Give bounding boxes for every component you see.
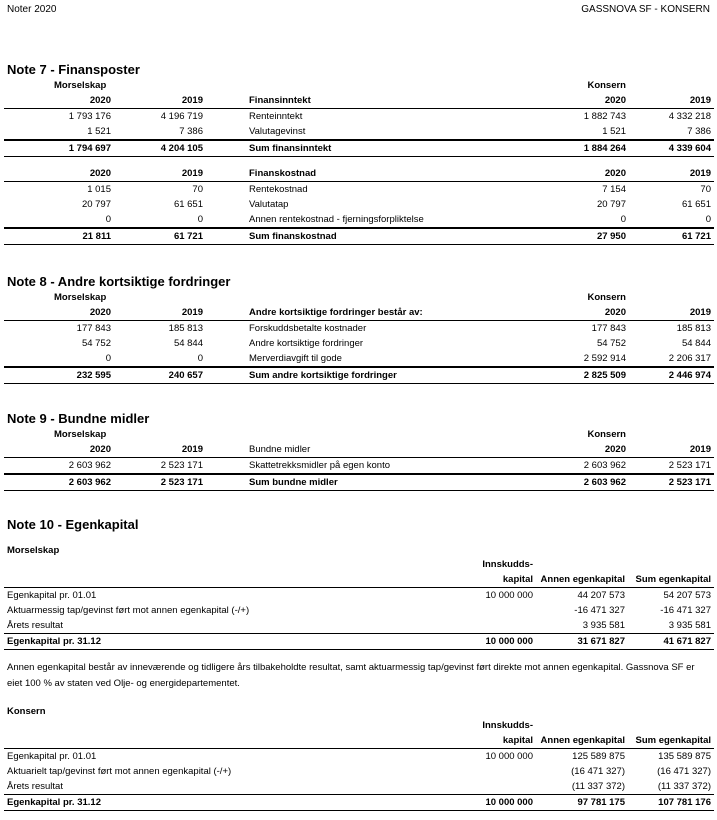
sum-row: 232 595 240 657 Sum andre kortsiktige fordringer 2 825 509 2 446 974 bbox=[4, 367, 714, 384]
table-row: 0 0 Merverdiavgift til gode 2 592 914 2 206 317 bbox=[4, 351, 714, 367]
page-header-right: GASSNOVA SF - KONSERN bbox=[581, 4, 710, 15]
note7-title: Note 7 - Finansposter bbox=[7, 62, 140, 77]
table-row: 1 015 70 Rentekostnad 7 154 70 bbox=[87, 184, 711, 195]
table-row: 0 0 Annen rentekostnad - fjerningsforpliktelse 0 0 bbox=[4, 212, 714, 228]
table-row: Årets resultat 3 935 581 3 935 581 bbox=[4, 618, 714, 634]
morselskap-label: Morselskap bbox=[54, 429, 107, 440]
konsern-heading: Konsern bbox=[7, 706, 46, 717]
note8-title: Note 8 - Andre kortsiktige fordringer bbox=[7, 274, 231, 289]
note7-group-header bbox=[4, 78, 714, 93]
table-row: Egenkapital pr. 01.01 10 000 000 44 207 573 54 207 573 bbox=[7, 590, 711, 601]
table-row: Egenkapital pr. 01.01 10 000 000 125 589 875 135 589 875 bbox=[7, 751, 711, 762]
table-row: Aktuarielt tap/gevinst ført mot annen egenkapital (-/+) (16 471 327) (16 471 327) bbox=[7, 766, 711, 777]
table-row: 177 843 185 813 Forskuddsbetalte kostnader 177 843 185 813 bbox=[76, 323, 711, 334]
konsern-label: Konsern bbox=[587, 429, 626, 440]
table-row: 1 521 7 386 Valutagevinst 1 521 7 386 bbox=[4, 124, 714, 140]
konsern-label: Konsern bbox=[587, 80, 626, 91]
table-row: 54 752 54 844 Andre kortsiktige fordringer 54 752 54 844 bbox=[81, 338, 711, 349]
table-row: Årets resultat (11 337 372) (11 337 372) bbox=[4, 779, 714, 795]
sum-row: 21 811 61 721 Sum finanskostnad 27 950 61 721 bbox=[4, 228, 714, 245]
morselskap-label: Morselskap bbox=[54, 292, 107, 303]
sum-row: Egenkapital pr. 31.12 10 000 000 97 781 175 107 781 176 bbox=[4, 795, 714, 811]
note8-table: Morselskap Konsern 2020 2019 Andre kortsiktige fordringer består av: 2020 2019 177 843 185 813 Forskuddsbetalte kostnader 177 843 185 813 54 752 54 844 Andre kortsiktige fordringer 54 752 54 844 0 0 Merverdiavgift til gode 2 592 914 2 206 317 232 595 240 657 Sum andre kortsiktige fordringer 2 825 509 2 446 974 bbox=[4, 290, 714, 384]
note7-cost-header: 2020 2019 Finanskostnad 2020 2019 bbox=[4, 166, 714, 182]
table-row: 2 603 962 2 523 171 Skattetrekksmidler på egen konto 2 603 962 2 523 171 bbox=[4, 458, 714, 475]
table-row: 1 793 176 4 196 719 Renteinntekt 1 882 743 4 332 218 bbox=[68, 111, 711, 122]
note9-title: Note 9 - Bundne midler bbox=[7, 411, 150, 426]
konsern-label: Konsern bbox=[587, 292, 626, 303]
page-header-left: Noter 2020 bbox=[7, 4, 57, 15]
morselskap-heading: Morselskap bbox=[7, 545, 60, 556]
note7-income-header: 2020 2019 Finansinntekt 2020 2019 bbox=[4, 93, 714, 109]
note10-title: Note 10 - Egenkapital bbox=[7, 517, 139, 532]
note7-table bbox=[4, 78, 714, 245]
note9-table: Morselskap Konsern 2020 2019 Bundne midler 2020 2019 2 603 962 2 523 171 Skattetrekksmidler på egen konto 2 603 962 2 523 171 2 603 962 2 523 171 Sum bundne midler 2 603 962 2 523 171 bbox=[4, 427, 714, 491]
morselskap-label: Morselskap bbox=[54, 80, 107, 91]
table-row: Aktuarmessig tap/gevinst ført mot annen egenkapital (-/+) -16 471 327 -16 471 327 bbox=[7, 605, 711, 616]
sum-row: 2 603 962 2 523 171 Sum bundne midler 2 603 962 2 523 171 bbox=[4, 474, 714, 491]
sum-row: Egenkapital pr. 31.12 10 000 000 31 671 827 41 671 827 bbox=[4, 634, 714, 650]
sum-row: 1 794 697 4 204 105 Sum finansinntekt 1 884 264 4 339 604 bbox=[68, 143, 711, 154]
equity-note-paragraph: Annen egenkapital består av inneværende og tidligere års tilbakeholdte resultat, samt aktuarmessig tap/gevinst ført direkte mot annen egenkapital. Gassnova SF er eiet 100 % av staten ved Olje- og energidepartementet. bbox=[7, 662, 695, 689]
equity-table-konsern: Innskudds- kapital Annen egenkapital Sum egenkapital Egenkapital pr. 01.01 10 000 000 125 589 875 135 589 875 Aktuarielt tap/gevinst ført mot annen egenkapital (-/+) (16 471 327) (16 471 327) Årets resultat (11 337 372) (11 337 372) Egenkapital pr. 31.12 10 000 000 97 781 175 107 781 176 bbox=[4, 718, 714, 811]
table-row: 20 797 61 651 Valutatap 20 797 61 651 bbox=[81, 199, 711, 210]
equity-table-morselskap: Innskudds- kapital Annen egenkapital Sum egenkapital Egenkapital pr. 01.01 10 000 000 44 207 573 54 207 573 Aktuarmessig tap/gevinst ført mot annen egenkapital (-/+) -16 471 327 -16 471 327 Årets resultat 3 935 581 3 935 581 Egenkapital pr. 31.12 10 000 000 31 671 827 41 671 827 bbox=[4, 557, 714, 650]
